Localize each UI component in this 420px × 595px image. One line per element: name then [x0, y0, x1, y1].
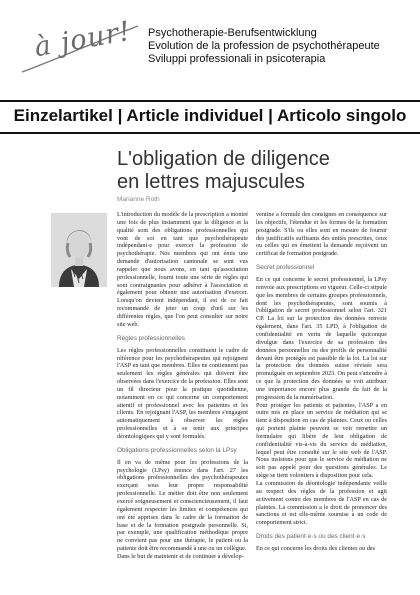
divider-bottom: [0, 132, 420, 134]
masthead-line-it: Sviluppi professionali in psicoterapia: [148, 53, 326, 65]
divider-top: [0, 100, 420, 102]
article-column-right: [256, 211, 387, 553]
paragraph: Pour protéger les patients et patientes, l'ASP a en outre mis en place un service de médiation qui se tient à disposition en cas de plaintes. Ceux ou celles qui portent plainte peuvent se voir remettre un formulaire qui libère de leur obligation de confidentialité vis-à-vis du service de médiation, lequel peut être consulté sur le site web de l'ASP. Nous insistons pour que le service de médiation ne soit pas appelé pour des questions générales. Le siège se tient volontiers à disposition pour cela.: [256, 401, 387, 480]
article-column-left: [117, 211, 248, 561]
portrait-image: [51, 213, 107, 287]
author-name: Marianne Roth: [117, 196, 160, 203]
paragraph: L'introduction du modèle de la prescription a montré une fois de plus instamment que la diligence et la qualité sont des obligations professionnelles qui vont de soi en tant que psychothérapeute indépendant·e pour exercer la profession de psychothérapie. Nos membres qui ont émis une demande d'autorisation cantonale se sont vus rappeler que nous avons, en tant qu'association professionnelle, fourni toute une série de règles qui sont contraignantes pour adhérer à l'association et également pour obtenir une autorisation d'exercer. Lorsqu'on devient indépendant, il est de ce fait recommandé de jeter un coup d'œil sur les différentes règles, que l'on peut consulter sur notre site web.: [117, 211, 248, 328]
logo-text: à jour!: [32, 15, 134, 64]
article-title-line-1: L'obligation de diligence: [117, 148, 330, 170]
masthead-line-de: Psychotherapie-Berufsentwicklung: [148, 27, 317, 39]
logo: [20, 15, 140, 80]
article-title-line-2: en lettres majuscules: [117, 171, 305, 193]
category-banner: Einzelartikel | Article individuel | Articolo singolo: [13, 106, 407, 125]
article-title: [117, 148, 407, 194]
paragraph: Dans le but de maintenir et de continuer à dévelop-: [117, 552, 244, 560]
paragraph: En ce qui concerne les droits des clientes ou des: [256, 545, 376, 553]
author-photo: [51, 213, 107, 287]
paragraph: ventine a formulé des consignes en conséquence sur les objectifs, l'étendue et les formes de la formation postgrade. S'ils ou elles sont en mesure de fournir des justificatifs suffisants des unités prescrites, ceux ou celles qui en émettent la demande reçoivent un certificat de formation postgrade.: [256, 211, 387, 258]
masthead-line-fr: Evolution de la profession de psychothérapeute: [148, 40, 380, 52]
section-heading: Secret professionnel: [256, 264, 315, 272]
section-heading: Obligations professionnelles selon la LPsy: [117, 446, 237, 454]
paragraph: Les règles professionnelles constituent le cadre de référence pour les psychothérapeutes qui rejoignent l'ASP en tant que membres. Elles ne contiennent pas seulement les règles générales qui doivent être observées dans l'exercice de la profession. Elles sont un fil directeur pour la pratique quotidienne, notamment en ce qui concerne un comportement attentif et professionnel avec les patientes et les clients. En rejoignant l'ASP, les membres s'engagent automatiquement à observer les règles professionnelles et à se tenir aux principes déontologiques qui y sont formulés.: [117, 346, 248, 440]
masthead: [148, 27, 413, 66]
paragraph: La commission de déontologie indépendante veille au respect des règles de la profession et agit activement contre des membres de l'ASP en cas de plaintes. La commission a le droit de prononcer des sanctions et est elle-même soumise à un code de comportement strict.: [256, 480, 387, 527]
paragraph: Il en va de même pour les professions de la psychologie (LPsy) énonce dans l'art. 27 les obligations professionnelles des psychothérapeutes exerçant sous leur propre responsabilité professionnelle. Le métier doit être non seulement exercé soigneusement et consciencieusement, il faut également respecter les limites et compétences qui ont été apprises dans le cadre de la formation de base et de la formation postgrade personnelle. Si, par exemple, une qualification méthodique propre ne convient pas pour une thérapie, le patient ou la patiente doit être recommandé à une ou un collègue.: [117, 458, 248, 553]
section-heading: Règles professionnelles: [117, 334, 185, 342]
section-heading: Droits des patient·e·s ou des client·e·s: [256, 533, 366, 541]
paragraph: En ce qui concerne le secret professionnel, la LPsy renvoie aux prescriptions en vigueur. Celle-ci stipule que les membres de certains groupes professionnels, dont les psychothérapeutes, sont soumis à l'obligation de secret professionnel selon l'art. 321 CP. La loi sur la protection des données renvoie également, dans l'art. 35 LPD, à l'obligation de confidentialité en vertu de laquelle quiconque divulgue dans l'exercice de sa profession des données personnelles ou des profils de personnalité devant être protégés est passible de la loi. La loi sur la protection des données suisse révisée sera promulguée en septembre 2023. On peut s'attendre à ce que la protection des données se voit attribuer une importance encore plus grande du fait de la progression de la numérisation.: [256, 276, 387, 401]
